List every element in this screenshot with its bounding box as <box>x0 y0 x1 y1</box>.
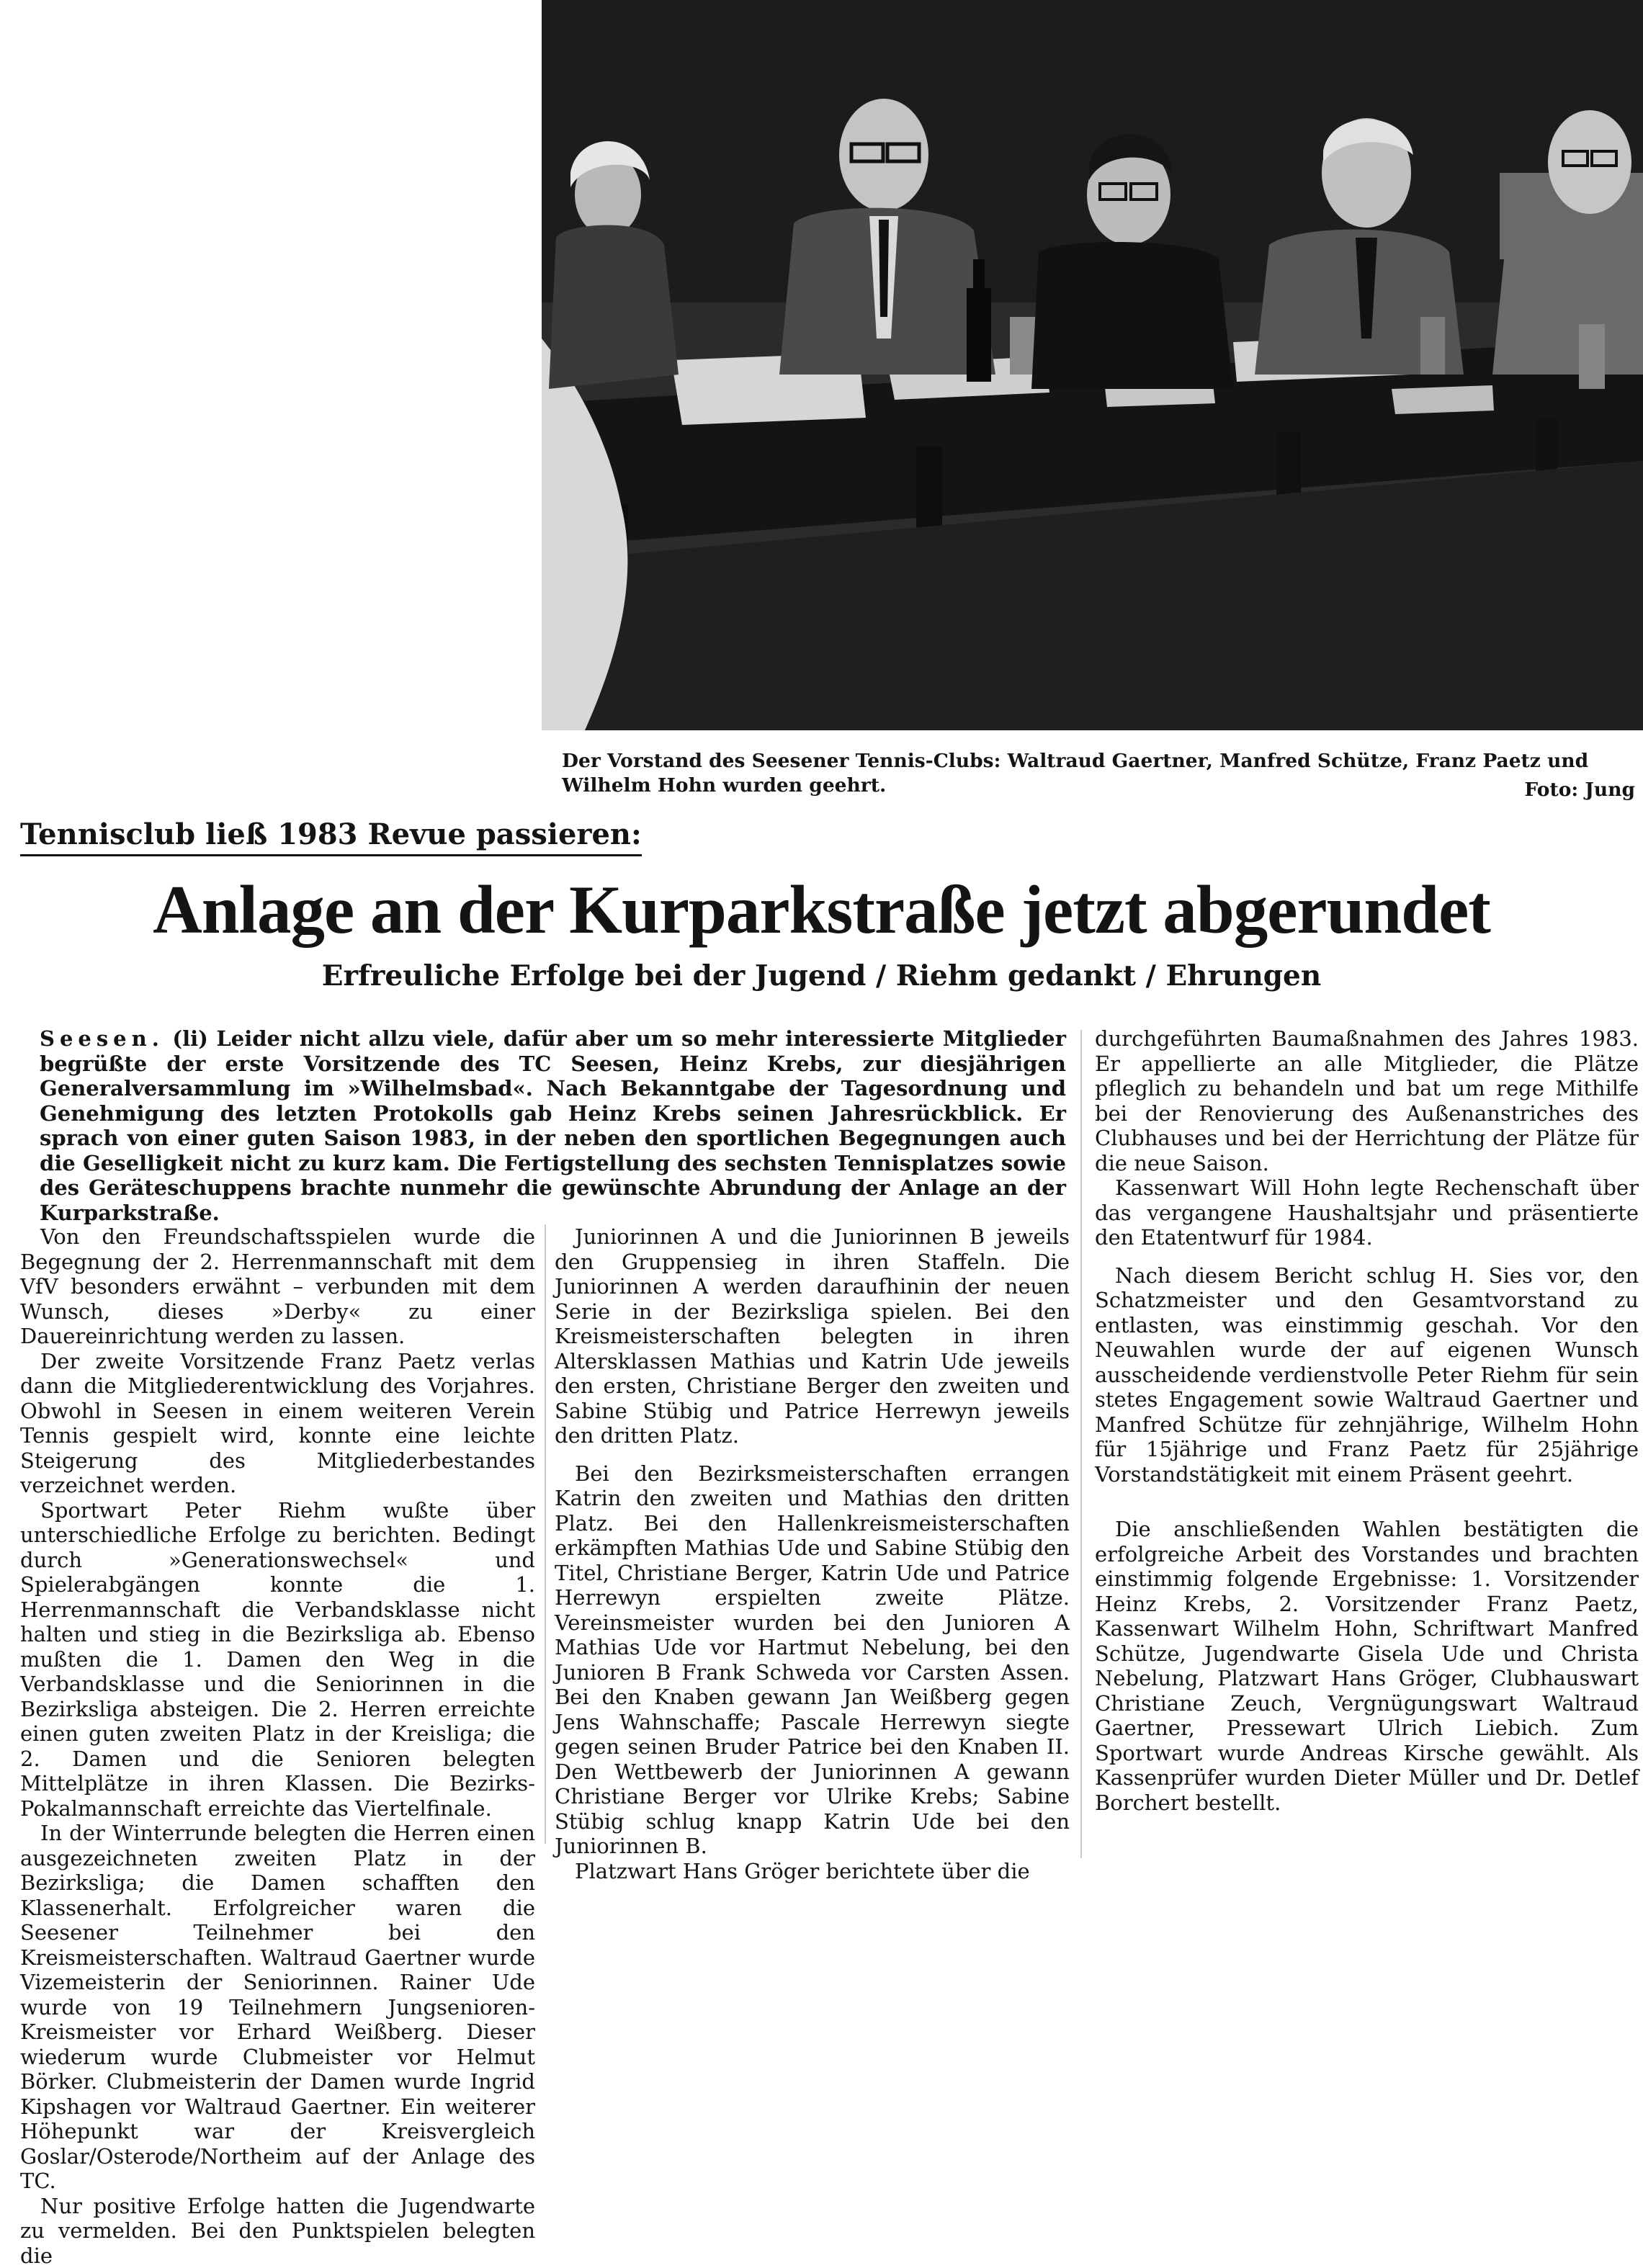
column-divider <box>1080 1030 1082 1858</box>
paragraph: Nach diesem Bericht schlug H. Sies vor, den Schatzmeister und den Gesamtvorstand zu entlasten, was einstimmig geschah. Vor den Neuwahlen wurde der auf eigenen Wunsch ausscheidende verdienstvolle Peter Riehm für sein stetes Engagement sowie Waltraud Gaertner und Manfred Schütze für zehnjährige, Wilhelm Hohn für 15jährige und Franz Paetz für 25jährige Vorstandstätigkeit mit einem Präsent geehrt. <box>1095 1263 1639 1487</box>
paragraph: Platzwart Hans Gröger berichtete über die <box>555 1859 1070 1884</box>
paragraph: Bei den Bezirksmeisterschaften errangen Katrin den zweiten und Mathias den dritten Platz. Bei den Hallenkreismeisterschaften erkämpften Mathias Ude und Sabine Stübig den Titel, Christiane Berger, Katrin Ude und Patrice Herrewyn erspielten zweite Plätze. Vereinsmeister wurden bei den Junioren A Mathias Ude vor Hartmut Nebelung, bei den Junioren B Frank Schweda vor Carsten Assen. Bei den Knaben gewann Jan Weißberg gegen Jens Wahnschaffe; Pascale Herrewyn siegte gegen seinen Bruder Patrice bei den Knaben II. Den Wettbewerb der Juniorinnen A gewann Christiane Berger vor Ulrike Krebs; Sabine Stübig schlug knapp Katrin Ude bei den Juniorinnen B. <box>555 1461 1070 1859</box>
paragraph: Der zweite Vorsitzende Franz Paetz verlas dann die Mitgliederentwicklung des Vorjahres. Obwohl in Seesen in einem weiteren Verein Tennis gespielt wird, konnte eine leichte Steigerung des Mitgliederbestandes verzeichnet werden. <box>20 1349 535 1498</box>
lead-text: (li) Leider nicht allzu viele, dafür aber um so mehr interessierte Mitglieder begrüßte der erste Vorsitzende des TC Seesen, Heinz Krebs, zur diesjährigen Generalversammlung im »Wilhelmsbad«. Nach Bekanntgabe der Tagesordnung und Genehmigung des letzten Protokolls gab Heinz Krebs seinen Jahresrückblick. Er sprach von einer guten Saison 1983, in der neben den sportlichen Begegnungen auch die Geselligkeit nicht zu kurz kam. Die Fertigstellung des sechsten Tennisplatzes sowie des Geräteschuppens brachte nunmehr die gewünschte Abrundung der Anlage an der Kurparkstraße. <box>40 1026 1066 1225</box>
paragraph: Von den Freundschaftsspielen wurde die Begegnung der 2. Herrenmannschaft mit dem VfV besonders erwähnt – verbunden mit dem Wunsch, dieses »Derby« zu einer Dauereinrichtung werden zu lassen. <box>20 1224 535 1349</box>
paragraph: Kassenwart Will Hohn legte Rechenschaft über das vergangene Haushaltsjahr und präsentierte den Etatentwurf für 1984. <box>1095 1175 1639 1250</box>
column-divider <box>545 1224 546 1844</box>
article-lead <box>40 1026 1066 1225</box>
article-kicker: Tennisclub ließ 1983 Revue passieren: <box>20 817 642 856</box>
paragraph: Sportwart Peter Riehm wußte über unterschiedliche Erfolge zu berichten. Bedingt durch »Generationswechsel« und Spielerabgängen konnte die 1. Herrenmannschaft die Verbandsklasse nicht halten und stieg in die Bezirksliga ab. Ebenso mußten die 1. Damen den Weg in die Verbandsklasse und die Seniorinnen in die Bezirksliga absteigen. Die 2. Herren erreichte einen guten zweiten Platz in der Kreisliga; die 2. Damen und die Senioren belegten Mittelplätze in ihren Klassen. Die Bezirks-Pokalmannschaft erreichte das Viertelfinale. <box>20 1498 535 1821</box>
article-column-3 <box>1095 1026 1639 1815</box>
paragraph: Juniorinnen A und die Juniorinnen B jeweils den Gruppensieg in ihren Staffeln. Die Juniorinnen A werden daraufhinin der neuen Serie in der Bezirksliga spielen. Bei den Kreismeisterschaften belegten in ihren Altersklassen Mathias und Katrin Ude jeweils den ersten, Christiane Berger den zweiten und Sabine Stübig und Patrice Herrewyn jeweils den dritten Platz. <box>555 1224 1070 1448</box>
paragraph: Die anschließenden Wahlen bestätigten die erfolgreiche Arbeit des Vorstandes und brachten einstimmig folgende Ergebnisse: 1. Vorsitzender Heinz Krebs, 2. Vorsitzender Franz Paetz, Kassenwart Wilhelm Hohn, Schriftwart Manfred Schütze, Jugendwarte Gisela Ude und Christa Nebelung, Platzwart Hans Gröger, Clubhauswart Christiane Zeuch, Vergnügungswart Waltraud Gaertner, Pressewart Ulrich Liebich. Zum Sportwart wurde Andreas Kirsche gewählt. Als Kassenprüfer wurden Dieter Müller und Dr. Detlef Borchert bestellt. <box>1095 1517 1639 1815</box>
board-photo <box>542 0 1643 730</box>
article-column-1 <box>20 1224 535 2268</box>
board-photo-illustration <box>542 0 1643 730</box>
paragraph: Nur positive Erfolge hatten die Jugendwarte zu vermelden. Bei den Punktspielen belegten die <box>20 2194 535 2268</box>
paragraph: In der Winterrunde belegten die Herren einen ausgezeichneten zweiten Platz in der Bezirksliga; die Damen schafften den Klassenerhalt. Erfolgreicher waren die Seesener Teilnehmer bei den Kreismeisterschaften. Waltraud Gaertner wurde Vizemeisterin der Seniorinnen. Rainer Ude wurde von 19 Teilnehmern Jungsenioren-Kreismeister vor Erhard Weißberg. Dieser wiederum wurde Clubmeister vor Helmut Börker. Clubmeisterin der Damen wurde Ingrid Kipshagen vor Waltraud Gaertner. Ein weiterer Höhepunkt war der Kreisvergleich Goslar/Osterode/Northeim auf der Anlage des TC. <box>20 1821 535 2194</box>
lead-dateline: Seesen. <box>40 1026 164 1051</box>
photo-credit: Foto: Jung <box>1469 778 1635 802</box>
article-column-2 <box>555 1224 1070 1883</box>
photo-caption: Der Vorstand des Seesener Tennis-Clubs: Waltraud Gaertner, Manfred Schütze, Franz Paetz und Wilhelm Hohn wurden geehrt. <box>562 749 1635 798</box>
article-headline: Anlage an der Kurparkstraße jetzt abgerundet <box>0 870 1643 949</box>
paragraph: durchgeführten Baumaßnahmen des Jahres 1983. Er appellierte an alle Mitglieder, die Plätze pfleglich zu behandeln und bat um rege Mithilfe bei der Renovierung des Außenanstriches des Clubhauses und bei der Herrichtung der Plätze für die neue Saison. <box>1095 1026 1639 1175</box>
article-subheadline: Erfreuliche Erfolge bei der Jugend / Riehm gedankt / Ehrungen <box>0 958 1643 994</box>
